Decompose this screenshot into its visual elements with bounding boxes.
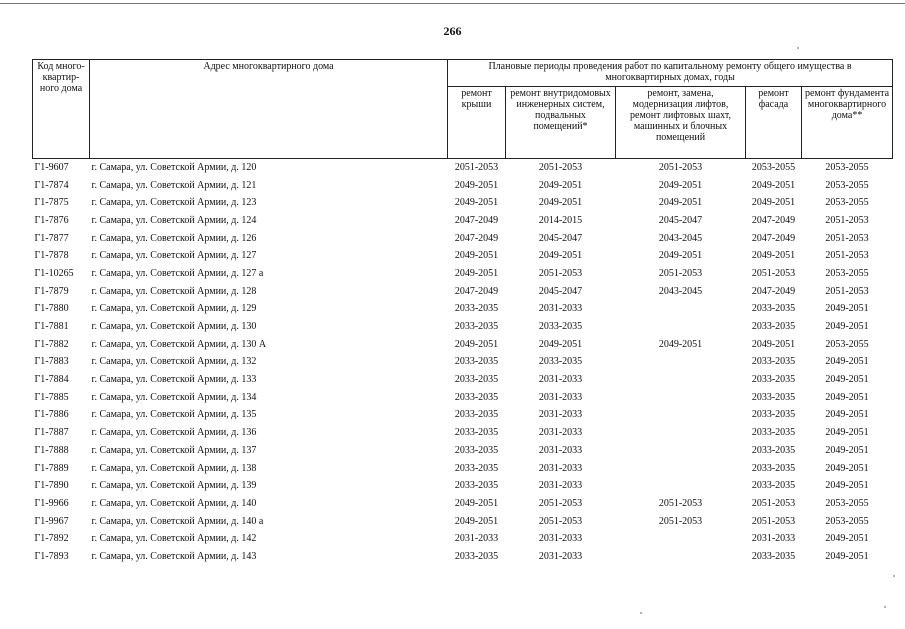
cell-address: г. Самара, ул. Советской Армии, д. 130 А (91, 338, 267, 350)
cell-foundation: 2053-2055 (825, 267, 869, 279)
cell-engineering: 2049-2051 (538, 250, 583, 262)
cell-code: Г1-7886 (34, 409, 69, 421)
cell-engineering: 2031-2033 (538, 303, 583, 315)
table-row (33, 247, 893, 265)
cell-roof: 2033-2035 (454, 321, 499, 333)
cell-elevator (616, 389, 746, 407)
cell-engineering: 2051-2053 (538, 267, 583, 279)
cell-address: г. Самара, ул. Советской Армии, д. 140 (91, 497, 257, 509)
table-row (33, 318, 893, 336)
cell-roof: 2049-2051 (454, 197, 499, 209)
cell-roof: 2033-2035 (454, 462, 499, 474)
cell-elevator (616, 407, 746, 425)
cell-engineering: 2031-2033 (538, 374, 583, 386)
cell-roof: 2051-2053 (454, 161, 499, 173)
cell-facade: 2049-2051 (751, 250, 796, 262)
cell-facade: 2033-2035 (751, 391, 796, 403)
scan-speck (640, 612, 642, 614)
cell-engineering: 2031-2033 (538, 550, 583, 562)
cell-roof: 2049-2051 (454, 497, 499, 509)
cell-foundation: 2053-2055 (825, 515, 869, 527)
cell-engineering: 2014-2015 (538, 214, 583, 226)
cell-facade: 2049-2051 (751, 197, 796, 209)
cell-engineering: 2031-2033 (538, 391, 583, 403)
table-row (33, 460, 893, 478)
cell-foundation: 2051-2053 (825, 232, 869, 244)
cell-elevator (616, 442, 746, 460)
cell-engineering: 2045-2047 (538, 232, 583, 244)
header-code: Код много-квартир-ного дома (33, 60, 90, 159)
cell-address: г. Самара, ул. Советской Армии, д. 135 (91, 409, 257, 421)
cell-foundation: 2049-2051 (825, 391, 869, 403)
cell-elevator (616, 530, 746, 548)
cell-engineering: 2051-2053 (538, 515, 583, 527)
cell-address: г. Самара, ул. Советской Армии, д. 137 (91, 444, 257, 456)
table-row (33, 389, 893, 407)
cell-code: Г1-7889 (34, 462, 69, 474)
cell-roof: 2033-2035 (454, 550, 499, 562)
cell-foundation: 2049-2051 (825, 480, 869, 492)
cell-code: Г1-7893 (34, 550, 69, 562)
cell-facade: 2033-2035 (751, 444, 796, 456)
cell-code: Г1-7878 (34, 250, 69, 262)
cell-address: г. Самара, ул. Советской Армии, д. 129 (91, 303, 257, 315)
cell-roof: 2049-2051 (454, 179, 499, 191)
cell-address: г. Самара, ул. Советской Армии, д. 134 (91, 391, 257, 403)
cell-engineering: 2031-2033 (538, 533, 583, 545)
cell-address: г. Самара, ул. Советской Армии, д. 142 (91, 533, 257, 545)
cell-engineering: 2049-2051 (538, 197, 583, 209)
cell-roof: 2033-2035 (454, 427, 499, 439)
page-number: 266 (443, 24, 462, 38)
cell-elevator: 2043-2045 (658, 232, 703, 244)
cell-foundation: 2049-2051 (825, 427, 869, 439)
cell-roof: 2031-2033 (454, 533, 499, 545)
cell-code: Г1-7876 (34, 214, 69, 226)
cell-facade: 2033-2035 (751, 409, 796, 421)
cell-roof: 2033-2035 (454, 374, 499, 386)
table-row (33, 548, 893, 566)
cell-roof: 2049-2051 (454, 338, 499, 350)
table-row (33, 177, 893, 195)
cell-code: Г1-7880 (34, 303, 69, 315)
cell-roof: 2033-2035 (454, 356, 499, 368)
cell-address: г. Самара, ул. Советской Армии, д. 143 (91, 550, 257, 562)
cell-foundation: 2049-2051 (825, 444, 869, 456)
header-engineering: ремонт внутридомовых инженерных систем, подвальных помещений* (506, 87, 616, 159)
cell-roof: 2049-2051 (454, 267, 499, 279)
table-header (33, 60, 893, 159)
cell-facade: 2033-2035 (751, 480, 796, 492)
header-periods: Плановые периоды проведения работ по капитальному ремонту общего имущества в многоквартирных домах, годы (448, 60, 893, 87)
cell-facade: 2033-2035 (751, 374, 796, 386)
cell-elevator: 2043-2045 (658, 285, 703, 297)
cell-code: Г1-7885 (34, 391, 69, 403)
cell-engineering: 2031-2033 (538, 480, 583, 492)
cell-elevator (616, 460, 746, 478)
cell-code: Г1-9967 (34, 515, 69, 527)
table-row (33, 159, 893, 177)
cell-facade: 2033-2035 (751, 462, 796, 474)
cell-engineering: 2049-2051 (538, 338, 583, 350)
header-roof: ремонт крыши (448, 87, 506, 159)
cell-code: Г1-10265 (34, 267, 74, 279)
cell-facade: 2049-2051 (751, 338, 796, 350)
header-foundation: ремонт фундамента многоквартирного дома** (802, 87, 893, 159)
cell-address: г. Самара, ул. Советской Армии, д. 123 (91, 197, 257, 209)
cell-engineering: 2051-2053 (538, 497, 583, 509)
table-row (33, 442, 893, 460)
table-row (33, 407, 893, 425)
cell-foundation: 2049-2051 (825, 409, 869, 421)
cell-code: Г1-7890 (34, 480, 69, 492)
table-row (33, 301, 893, 319)
cell-address: г. Самара, ул. Советской Армии, д. 128 (91, 285, 257, 297)
cell-elevator (616, 424, 746, 442)
cell-foundation: 2049-2051 (825, 321, 869, 333)
cell-code: Г1-7882 (34, 338, 69, 350)
cell-elevator: 2049-2051 (658, 179, 703, 191)
cell-elevator (616, 371, 746, 389)
cell-facade: 2033-2035 (751, 427, 796, 439)
cell-code: Г1-7877 (34, 232, 69, 244)
cell-foundation: 2049-2051 (825, 462, 869, 474)
cell-code: Г1-7875 (34, 197, 69, 209)
table-row (33, 283, 893, 301)
cell-engineering: 2045-2047 (538, 285, 583, 297)
cell-code: Г1-7881 (34, 321, 69, 333)
cell-facade: 2049-2051 (751, 179, 796, 191)
table-row (33, 194, 893, 212)
header-facade: ремонт фасада (746, 87, 802, 159)
cell-facade: 2047-2049 (751, 232, 796, 244)
cell-foundation: 2051-2053 (825, 250, 869, 262)
cell-elevator: 2049-2051 (658, 250, 703, 262)
table-row (33, 513, 893, 531)
cell-facade: 2053-2055 (751, 161, 796, 173)
table-row (33, 371, 893, 389)
cell-facade: 2031-2033 (751, 533, 796, 545)
cell-engineering: 2049-2051 (538, 179, 583, 191)
cell-engineering: 2031-2033 (538, 444, 583, 456)
scan-speck (893, 575, 895, 577)
cell-elevator (616, 301, 746, 319)
cell-roof: 2033-2035 (454, 409, 499, 421)
cell-address: г. Самара, ул. Советской Армии, д. 124 (91, 214, 257, 226)
cell-foundation: 2053-2055 (825, 338, 869, 350)
cell-code: Г1-7884 (34, 374, 69, 386)
cell-foundation: 2053-2055 (825, 161, 869, 173)
cell-roof: 2033-2035 (454, 444, 499, 456)
cell-facade: 2047-2049 (751, 285, 796, 297)
cell-elevator: 2051-2053 (658, 497, 703, 509)
cell-foundation: 2053-2055 (825, 197, 869, 209)
cell-facade: 2033-2035 (751, 356, 796, 368)
cell-elevator (616, 318, 746, 336)
cell-roof: 2047-2049 (454, 285, 499, 297)
cell-elevator: 2051-2053 (658, 515, 703, 527)
table-row (33, 354, 893, 372)
cell-address: г. Самара, ул. Советской Армии, д. 127 а (91, 267, 264, 279)
cell-elevator: 2049-2051 (658, 197, 703, 209)
table-row (33, 212, 893, 230)
table-row (33, 477, 893, 495)
cell-code: Г1-7883 (34, 356, 69, 368)
cell-address: г. Самара, ул. Советской Армии, д. 126 (91, 232, 257, 244)
cell-elevator: 2049-2051 (658, 338, 703, 350)
table-row (33, 424, 893, 442)
cell-engineering: 2031-2033 (538, 409, 583, 421)
cell-foundation: 2051-2053 (825, 214, 869, 226)
cell-facade: 2033-2035 (751, 550, 796, 562)
cell-engineering: 2031-2033 (538, 427, 583, 439)
table-row (33, 265, 893, 283)
cell-code: Г1-7887 (34, 427, 69, 439)
repair-schedule-table (32, 59, 893, 566)
cell-foundation: 2049-2051 (825, 550, 869, 562)
cell-address: г. Самара, ул. Советской Армии, д. 140 а (91, 515, 264, 527)
cell-roof: 2049-2051 (454, 515, 499, 527)
cell-address: г. Самара, ул. Советской Армии, д. 139 (91, 480, 257, 492)
cell-roof: 2033-2035 (454, 391, 499, 403)
table-row (33, 336, 893, 354)
cell-address: г. Самара, ул. Советской Армии, д. 121 (91, 179, 257, 191)
cell-foundation: 2051-2053 (825, 285, 869, 297)
scan-speck (797, 47, 799, 49)
cell-elevator: 2045-2047 (658, 214, 703, 226)
table-body (33, 159, 893, 566)
cell-address: г. Самара, ул. Советской Армии, д. 138 (91, 462, 257, 474)
cell-facade: 2047-2049 (751, 214, 796, 226)
cell-foundation: 2049-2051 (825, 303, 869, 315)
cell-roof: 2049-2051 (454, 250, 499, 262)
cell-facade: 2033-2035 (751, 303, 796, 315)
cell-facade: 2051-2053 (751, 267, 796, 279)
cell-address: г. Самара, ул. Советской Армии, д. 130 (91, 321, 257, 333)
cell-roof: 2033-2035 (454, 303, 499, 315)
cell-foundation: 2049-2051 (825, 533, 869, 545)
cell-elevator: 2051-2053 (658, 267, 703, 279)
cell-foundation: 2053-2055 (825, 179, 869, 191)
cell-code: Г1-7892 (34, 533, 69, 545)
cell-address: г. Самара, ул. Советской Армии, д. 120 (91, 161, 257, 173)
table-row (33, 530, 893, 548)
cell-engineering: 2051-2053 (538, 161, 583, 173)
cell-elevator (616, 354, 746, 372)
cell-elevator (616, 548, 746, 566)
table-row (33, 230, 893, 248)
cell-elevator: 2051-2053 (658, 161, 703, 173)
scan-speck (884, 606, 886, 608)
top-rule (0, 3, 905, 4)
cell-facade: 2051-2053 (751, 497, 796, 509)
cell-engineering: 2031-2033 (538, 462, 583, 474)
cell-engineering: 2033-2035 (538, 321, 583, 333)
header-address: Адрес многоквартирного дома (90, 60, 448, 159)
cell-engineering: 2033-2035 (538, 356, 583, 368)
cell-foundation: 2049-2051 (825, 356, 869, 368)
cell-roof: 2047-2049 (454, 214, 499, 226)
cell-facade: 2033-2035 (751, 321, 796, 333)
cell-address: г. Самара, ул. Советской Армии, д. 132 (91, 356, 257, 368)
cell-roof: 2033-2035 (454, 480, 499, 492)
cell-address: г. Самара, ул. Советской Армии, д. 127 (91, 250, 257, 262)
cell-roof: 2047-2049 (454, 232, 499, 244)
cell-elevator (616, 477, 746, 495)
cell-foundation: 2049-2051 (825, 374, 869, 386)
cell-code: Г1-9966 (34, 497, 69, 509)
cell-code: Г1-7874 (34, 179, 69, 191)
header-elevator: ремонт, замена, модернизация лифтов, ремонт лифтовых шахт, машинных и блочных помещений (616, 87, 746, 159)
cell-facade: 2051-2053 (751, 515, 796, 527)
cell-code: Г1-7879 (34, 285, 69, 297)
cell-address: г. Самара, ул. Советской Армии, д. 133 (91, 374, 257, 386)
cell-code: Г1-7888 (34, 444, 69, 456)
table-row (33, 495, 893, 513)
cell-code: Г1-9607 (34, 161, 69, 173)
cell-foundation: 2053-2055 (825, 497, 869, 509)
cell-address: г. Самара, ул. Советской Армии, д. 136 (91, 427, 257, 439)
